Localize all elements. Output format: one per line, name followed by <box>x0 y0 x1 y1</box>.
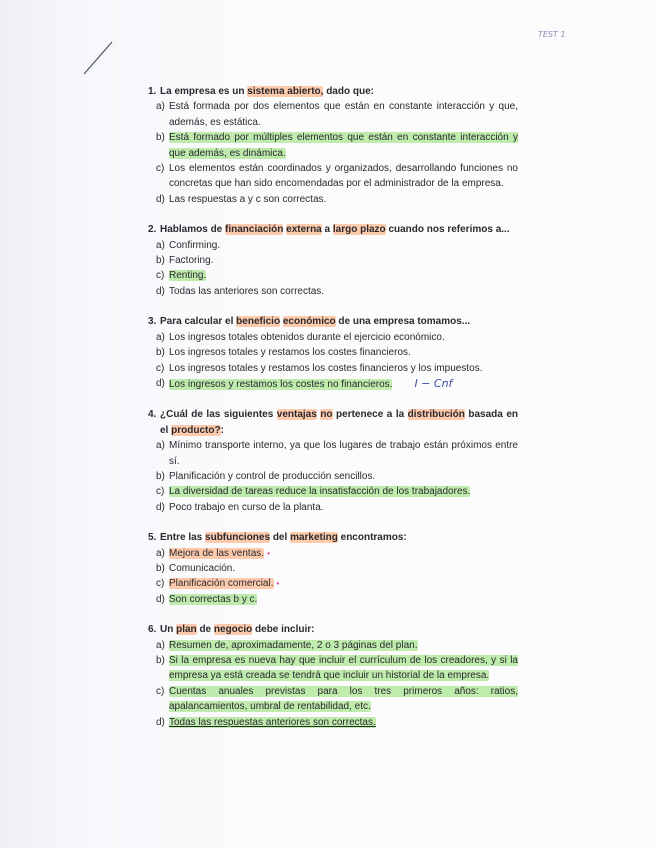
question-text <box>160 314 518 329</box>
text-segment: Entre las <box>160 532 206 544</box>
option-label: a) <box>156 547 165 559</box>
highlighted-text: Renting. <box>169 270 207 282</box>
option-label: d) <box>156 285 165 297</box>
option-label: c) <box>156 362 165 374</box>
option-text <box>169 576 518 591</box>
option-text <box>169 161 518 192</box>
answer-option <box>148 192 518 207</box>
answer-option <box>148 684 518 715</box>
text-segment: a <box>321 224 333 236</box>
option-text <box>169 330 518 345</box>
question-text <box>160 407 518 438</box>
answer-option <box>148 253 518 268</box>
answer-option <box>148 469 518 484</box>
option-label: d) <box>156 716 165 728</box>
option-label: a) <box>156 239 165 251</box>
option-text <box>169 638 518 653</box>
highlighted-text: La diversidad de tareas reduce la insatisfacción de los trabajadores. <box>169 486 471 498</box>
option-label: c) <box>156 578 165 590</box>
highlighted-text: distribución <box>407 409 465 421</box>
option-text <box>169 469 518 484</box>
text-segment: Poco trabajo en curso de la planta. <box>169 501 324 513</box>
answer-option <box>148 561 518 576</box>
question-4 <box>148 407 518 515</box>
answer-option <box>148 638 518 653</box>
question-title <box>148 222 518 237</box>
question-text <box>160 84 518 99</box>
option-text <box>169 345 518 360</box>
text-segment: del <box>270 532 291 544</box>
highlighted-text: Son correctas b y c. <box>169 593 258 605</box>
question-number: 2. <box>148 224 157 236</box>
answer-option <box>148 653 518 684</box>
option-text <box>169 592 518 607</box>
option-label: d) <box>156 377 165 389</box>
text-segment: dado que: <box>323 86 374 97</box>
pink-dot-mark: • <box>276 579 280 589</box>
option-label: d) <box>156 501 165 513</box>
answer-option <box>148 161 518 192</box>
option-label: b) <box>156 255 165 267</box>
question-3 <box>148 314 518 392</box>
option-label: a) <box>156 101 165 113</box>
question-number: 5. <box>148 532 157 544</box>
text-segment: Los ingresos totales y restamos los costes financieros. <box>169 347 411 359</box>
answer-option <box>148 438 518 469</box>
option-label: b) <box>156 470 165 482</box>
question-text <box>160 530 518 545</box>
answer-option <box>148 99 518 130</box>
text-segment: Mínimo transporte interno, ya que los lugares de trabajo están próximos entre sí. <box>169 440 518 467</box>
text-segment: cuando nos referimos a... <box>385 224 510 236</box>
option-label: c) <box>156 685 165 697</box>
question-title <box>148 407 518 438</box>
option-text <box>169 192 518 207</box>
option-label: b) <box>156 132 165 144</box>
option-text <box>169 561 518 576</box>
highlighted-text: Resumen de, aproximadamente, 2 o 3 páginas del plan. <box>169 639 418 651</box>
highlighted-text: Si la empresa es nueva hay que incluir el currículum de los creadores, y si la empresa ya está creada se tendrá que incluir un historial de la empresa. <box>169 655 518 682</box>
handwritten-note: I − Cnf <box>414 376 453 390</box>
option-text <box>169 238 518 253</box>
question-6 <box>148 622 518 730</box>
text-segment: Comunicación. <box>169 562 236 574</box>
answer-option <box>148 345 518 360</box>
option-label: a) <box>156 440 165 452</box>
text-segment: Planificación y control de producción sencillos. <box>169 470 376 482</box>
highlighted-text: Está formado por múltiples elementos que están en constante interacción y que además, es dinámica. <box>169 132 518 159</box>
highlighted-text: largo plazo <box>332 224 386 236</box>
answer-option <box>148 500 518 515</box>
text-segment: Los elementos están coordinados y organizados, desarrollando funciones no concretas que han sido encomendadas por el administrador de la empresa. <box>169 163 518 190</box>
option-text <box>169 653 518 684</box>
question-5 <box>148 530 518 607</box>
answer-option <box>148 715 518 730</box>
answer-option <box>148 330 518 345</box>
option-text <box>169 376 518 392</box>
highlighted-text: Cuentas anuales previstas para los tres primeros años: ratios, apalancamientos, umbral de rentabilidad, etc. <box>169 685 518 713</box>
pink-dot-mark: • <box>267 548 270 558</box>
text-segment: Está formada por dos elementos que están en constante interacción y que, además, es estática. <box>169 101 518 128</box>
option-label: c) <box>156 163 165 175</box>
option-label: d) <box>156 593 165 605</box>
text-segment: Un <box>160 624 177 636</box>
highlighted-text: negocio <box>213 624 253 636</box>
highlighted-text: beneficio <box>236 316 281 328</box>
highlighted-text: no <box>320 409 333 421</box>
option-text <box>169 361 518 376</box>
option-label: a) <box>156 331 165 343</box>
text-segment: Confirming. <box>169 239 221 251</box>
highlighted-text: Mejora de las ventas. <box>169 547 265 559</box>
option-label: a) <box>156 639 165 651</box>
answer-option <box>148 130 518 161</box>
highlighted-text: Todas las respuestas anteriores son correctas. <box>169 716 376 728</box>
question-number: 1. <box>148 86 157 97</box>
option-text <box>169 284 518 299</box>
text-segment: encontramos: <box>337 532 407 544</box>
option-text <box>169 684 518 715</box>
option-text <box>169 500 518 515</box>
option-label: d) <box>156 193 165 205</box>
highlighted-text: producto? <box>171 424 221 436</box>
highlighted-text: Planificación comercial. <box>169 578 274 590</box>
highlighted-text: subfunciones <box>205 532 271 544</box>
question-number: 6. <box>148 624 157 636</box>
option-text <box>169 268 518 283</box>
text-segment: de una empresa tomamos... <box>335 316 471 328</box>
text-segment: ¿Cuál de las siguientes <box>160 409 277 421</box>
question-title <box>148 530 518 545</box>
text-segment: La empresa es un <box>160 86 248 97</box>
option-text <box>169 546 518 561</box>
question-text <box>160 622 518 637</box>
question-text <box>160 222 518 237</box>
option-text <box>169 99 518 130</box>
text-segment: debe incluir: <box>252 624 315 636</box>
highlighted-text: Los ingresos y restamos los costes no financieros. <box>169 378 393 390</box>
answer-option <box>148 238 518 253</box>
option-label: b) <box>156 347 165 359</box>
highlighted-text: ventajas <box>276 409 317 421</box>
answer-option <box>148 284 518 299</box>
highlighted-text: financiación <box>225 224 284 236</box>
answer-option <box>148 546 518 561</box>
highlighted-text: marketing <box>290 532 338 544</box>
highlighted-text: plan <box>176 624 197 636</box>
option-text <box>169 253 518 268</box>
option-text <box>169 484 518 499</box>
option-label: c) <box>156 486 165 498</box>
answer-option <box>148 592 518 607</box>
text-segment: Para calcular el <box>160 316 237 328</box>
question-title <box>148 314 518 329</box>
text-segment: Factoring. <box>169 255 214 267</box>
option-text <box>169 715 518 730</box>
exam-questions <box>148 84 518 745</box>
text-segment: pertenece a la <box>332 409 408 421</box>
option-label: b) <box>156 562 165 574</box>
text-segment: de <box>196 624 214 636</box>
option-text <box>169 438 518 469</box>
text-segment: Los ingresos totales obtenidos durante el ejercicio económico. <box>169 331 445 343</box>
text-segment: Hablamos de <box>160 224 226 236</box>
answer-option <box>148 484 518 499</box>
text-segment: Las respuestas a y c son correctas. <box>169 193 327 205</box>
highlighted-text: económico <box>282 316 336 328</box>
text-segment: Todas las anteriores son correctas. <box>169 285 325 297</box>
answer-option <box>148 576 518 591</box>
question-1 <box>148 84 518 207</box>
question-number: 3. <box>148 316 157 328</box>
option-label: c) <box>156 270 165 282</box>
question-title <box>148 84 518 99</box>
text-segment: Los ingresos totales y restamos los costes financieros y los impuestos. <box>169 362 483 374</box>
handwritten-header-mark: TEST 1 <box>538 30 566 39</box>
text-segment: : <box>220 424 224 436</box>
option-label: b) <box>156 655 165 666</box>
answer-option <box>148 361 518 376</box>
highlighted-text: externa <box>286 224 322 236</box>
question-number: 4. <box>148 409 157 421</box>
question-2 <box>148 222 518 299</box>
highlighted-text: sistema abierto, <box>247 86 324 97</box>
option-text <box>169 130 518 161</box>
text-segment: basada en el <box>160 409 519 436</box>
answer-option <box>148 268 518 283</box>
pen-stroke-mark <box>78 38 118 78</box>
answer-option <box>148 376 518 392</box>
question-title <box>148 622 518 637</box>
